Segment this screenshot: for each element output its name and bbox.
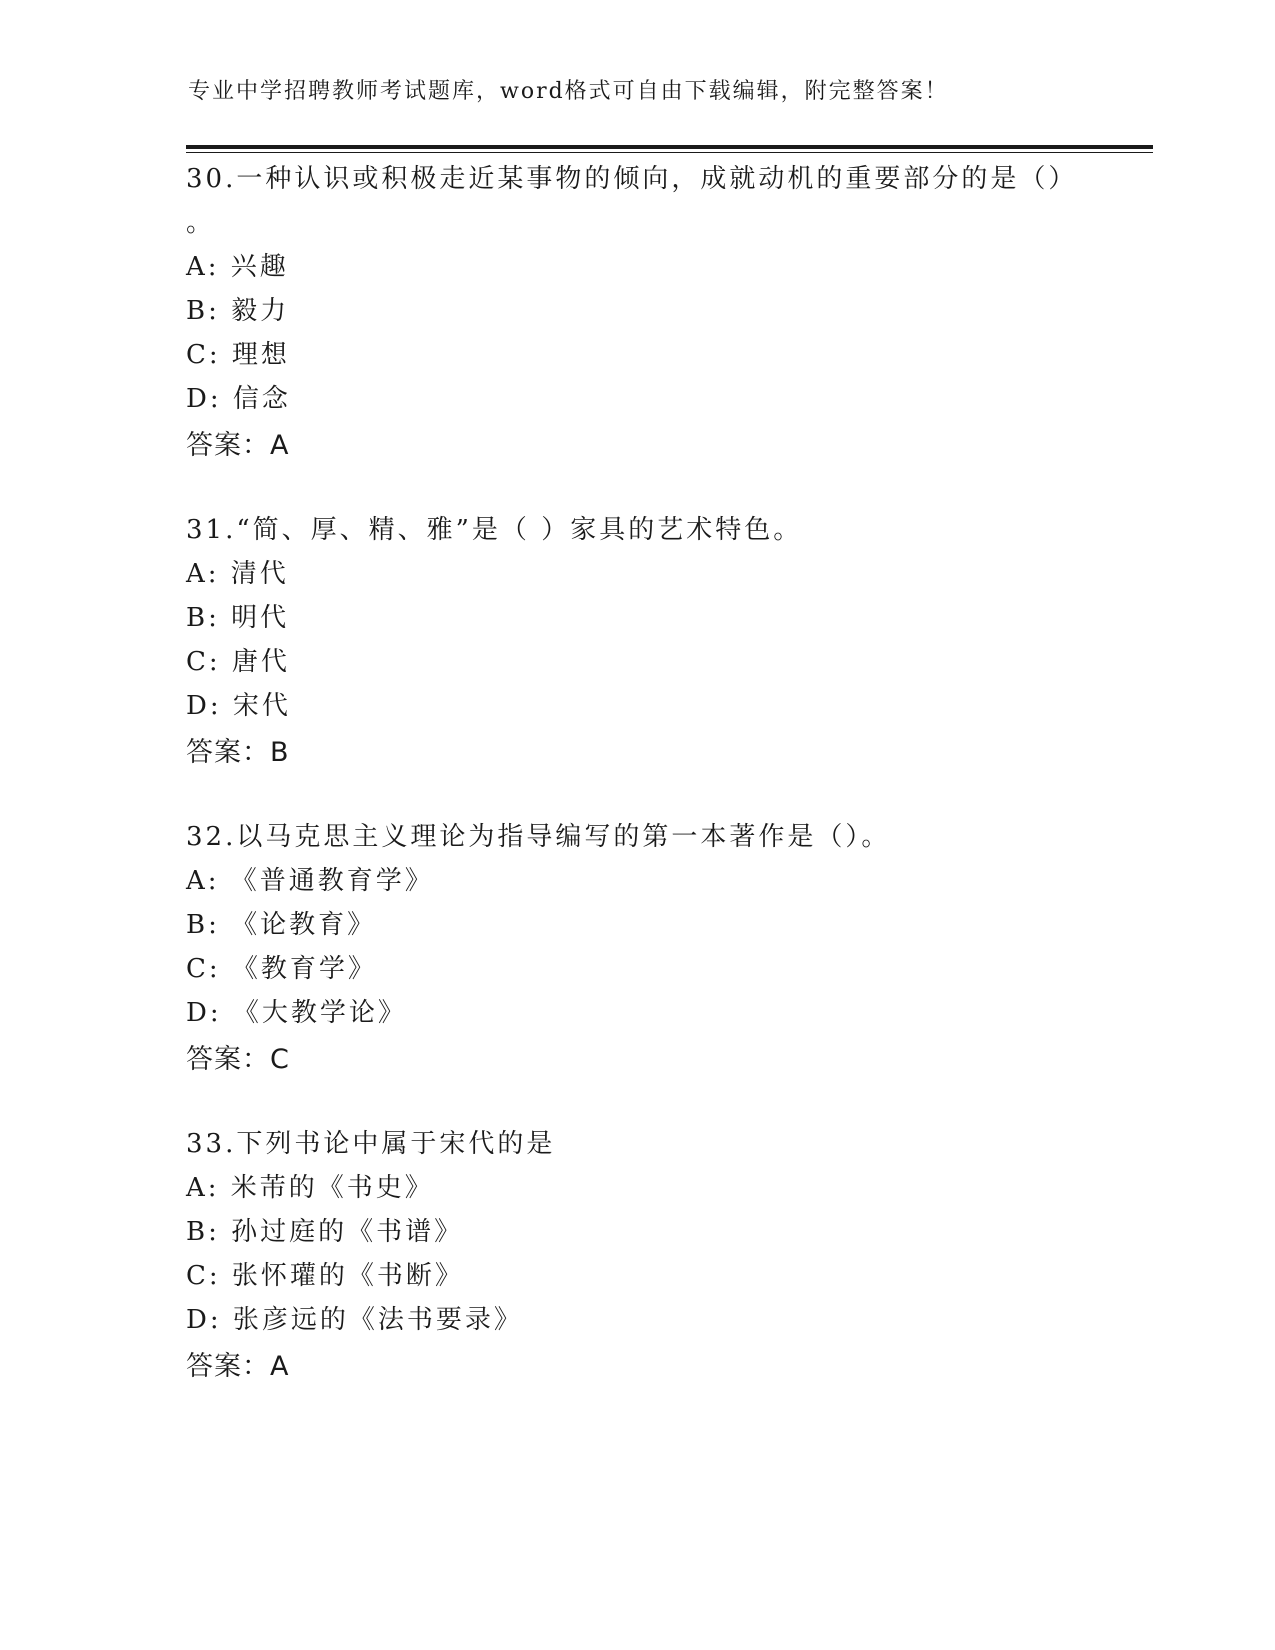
question-33-option-b: B: 孙过庭的《书谱》 bbox=[186, 1217, 464, 1247]
question-30-stem: 30.一种认识或积极走近某事物的倾向，成就动机的重要部分的是（） bbox=[186, 164, 1078, 194]
question-33-stem: 33.下列书论中属于宋代的是 bbox=[186, 1129, 556, 1159]
question-30-option-c: C: 理想 bbox=[186, 340, 290, 370]
question-33-option-a: A: 米芾的《书史》 bbox=[186, 1173, 434, 1203]
question-32-option-a: A: 《普通教育学》 bbox=[186, 866, 434, 896]
header-rule-thin bbox=[186, 152, 1153, 153]
question-31-answer: 答案：B bbox=[186, 737, 290, 768]
question-32-option-c: C: 《教育学》 bbox=[186, 954, 377, 984]
question-33-option-c: C: 张怀瓘的《书断》 bbox=[186, 1261, 464, 1291]
question-31-option-d: D: 宋代 bbox=[186, 691, 291, 721]
question-30-answer: 答案：A bbox=[186, 430, 290, 461]
header-rule-thick bbox=[186, 145, 1153, 149]
question-30-option-a: A: 兴趣 bbox=[186, 252, 289, 282]
question-32-answer: 答案：C bbox=[186, 1044, 290, 1075]
question-31-stem: 31.“简、厚、精、雅”是（ ）家具的艺术特色。 bbox=[186, 515, 803, 545]
question-31-option-b: B: 明代 bbox=[186, 603, 290, 633]
question-30-stem-continued: 。 bbox=[186, 208, 216, 238]
question-33-answer: 答案：A bbox=[186, 1351, 290, 1382]
page-header: 专业中学招聘教师考试题库，word格式可自由下载编辑，附完整答案！ bbox=[188, 79, 949, 104]
question-32-option-b: B: 《论教育》 bbox=[186, 910, 377, 940]
question-32-stem: 32.以马克思主义理论为指导编写的第一本著作是（）。 bbox=[186, 822, 891, 852]
question-31-option-a: A: 清代 bbox=[186, 559, 289, 589]
question-32-option-d: D: 《大教学论》 bbox=[186, 998, 407, 1028]
question-33-option-d: D: 张彦远的《法书要录》 bbox=[186, 1305, 523, 1335]
question-30-option-d: D: 信念 bbox=[186, 384, 291, 414]
question-31-option-c: C: 唐代 bbox=[186, 647, 290, 677]
question-30-option-b: B: 毅力 bbox=[186, 296, 290, 326]
